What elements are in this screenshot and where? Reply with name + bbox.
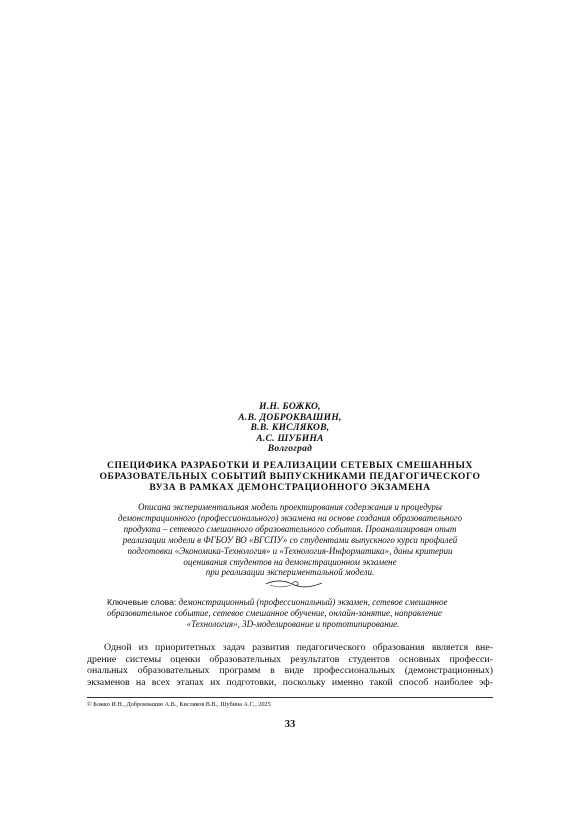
author-name: В.В. КИСЛЯКОВ, [250,423,330,433]
abstract [0,502,580,578]
abstract-line: реализации модели в ФГБОУ ВО «ВГСПУ» со студентами выпускного курса профилей [122,534,458,545]
abstract-line: подготовки «Экономика-Технология» и «Технология-Информатика», даны критерии [127,545,453,556]
body-paragraph [87,642,493,688]
title-line: ВУЗА В РАМКАХ ДЕМОНСТРАЦИОННОГО ЭКЗАМЕНА [149,482,431,493]
keywords-label: Ключевые слова: [107,597,177,607]
page-number: 33 [284,719,296,730]
authors-block [0,402,580,455]
abstract-line: демонстрационного (профессионального) экзамена на основе создания образовательного [117,512,463,523]
abstract-line: продукта – сетевого смешанного образовательного события. Проанализирован опыт [123,523,457,534]
title-line: ОБРАЗОВАТЕЛЬНЫХ СОБЫТИЙ ВЫПУСКНИКАМИ ПЕДАГОГИЧЕСКОГО [99,471,481,482]
author-city: Волгоград [267,444,313,454]
body-line: ональных образовательных программ в виде профессиональных (демонстрационных) [87,665,493,677]
author-name: А.С. ШУБИНА [256,433,324,444]
keywords-text: образовательное событие, сетевое смешанное обучение, онлайн-занятие, направление [107,607,443,618]
copyright-footnote: © Божко И.Н., Доброквашин А.В., Кисляков В.В., Шубина А.С., 2025 [87,701,271,708]
body-line: дрение системы оценки образовательных результатов студентов основных професси- [87,653,493,665]
body-line: Одной из приоритетных задач развития педагогического образования является вне- [104,642,493,653]
author-name: А.В. ДОБРОКВАШИН, [238,412,342,423]
footnote-divider [87,697,493,698]
keywords-text: демонстрационный (профессиональный) экзамен, сетевое смешанное [178,597,448,607]
abstract-line: Описана экспериментальная модель проектирования содержания и процедуры [137,502,443,512]
body-line: экзаменов на всех этапах их подготовки, поскольку именно такой способ наиболее эф- [87,676,493,688]
author-name: И.Н. БОЖКО, [259,402,321,412]
ornament-divider-icon [264,578,324,590]
article-title [0,460,580,493]
abstract-line: при реализации экспериментальной модели. [205,567,375,578]
abstract-line: оценивания студентов на демонстрационном экзамене [183,556,397,567]
keywords [107,597,479,630]
title-line: СПЕЦИФИКА РАЗРАБОТКИ И РЕАЛИЗАЦИИ СЕТЕВЫХ СМЕШАННЫХ [106,460,474,471]
keywords-text: «Технология», 3D-моделирование и прототипирование. [186,618,400,629]
